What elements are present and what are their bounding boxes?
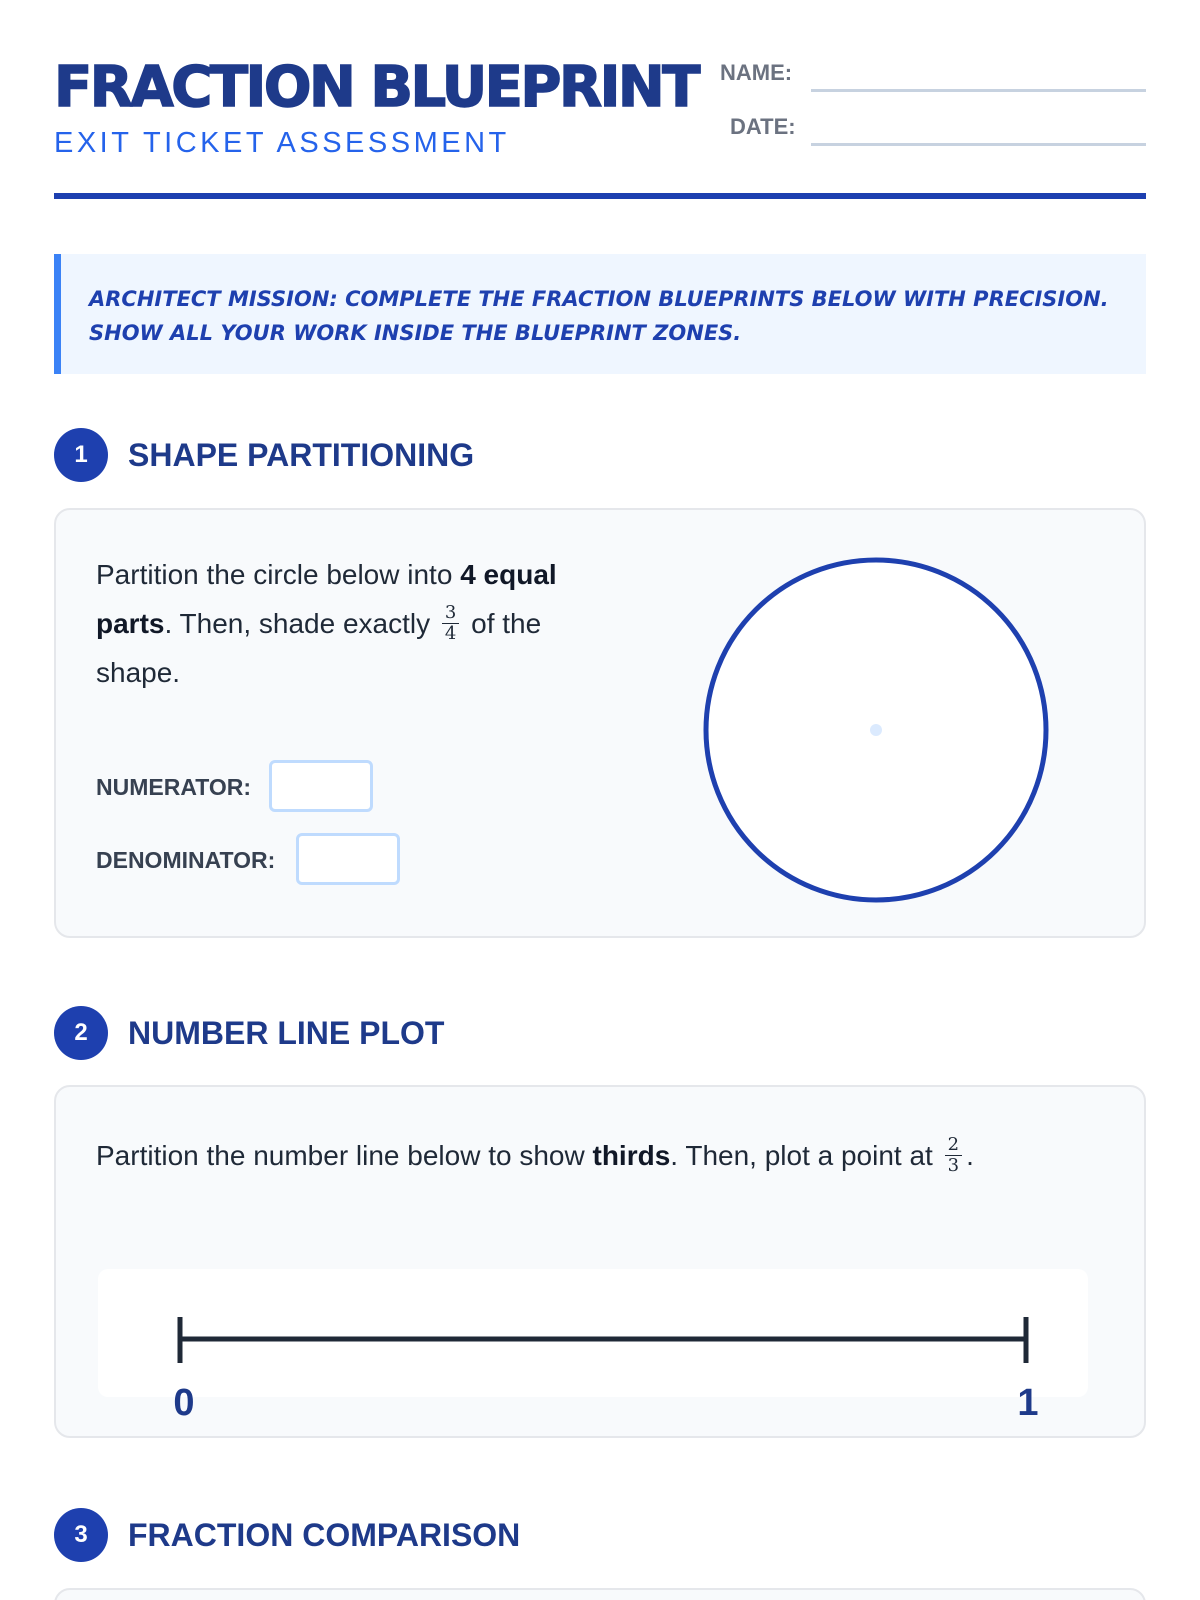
section-2-badge: 2	[54, 1006, 108, 1060]
page-subtitle: EXIT TICKET ASSESSMENT	[54, 127, 510, 159]
label-one: 1	[1017, 1382, 1039, 1424]
section-3-title: FRACTION COMPARISON	[128, 1517, 521, 1553]
section-1-title: SHAPE PARTITIONING	[128, 437, 475, 473]
prompt-text: Partition the number line below to show	[96, 1140, 593, 1171]
prompt-emphasis: 4 equal parts	[96, 559, 557, 639]
number-line[interactable]	[56, 1087, 1148, 1440]
name-label: NAME:	[720, 60, 793, 85]
date-field[interactable]	[811, 143, 1146, 146]
fraction-denominator: 4	[444, 623, 457, 645]
label-zero: 0	[173, 1382, 195, 1424]
prompt-text: . Then, plot a point at	[670, 1140, 941, 1171]
shape-partitioning-card	[54, 508, 1146, 938]
fraction-comparison-card	[54, 1588, 1146, 1600]
prompt-text: Partition the circle below into	[96, 559, 461, 590]
denominator-label: DENOMINATOR:	[96, 847, 276, 873]
fraction-numerator: 2	[945, 1135, 962, 1156]
prompt-emphasis: thirds	[592, 1140, 671, 1171]
section-2-title: NUMBER LINE PLOT	[128, 1015, 445, 1051]
denominator-input[interactable]	[296, 833, 400, 885]
numerator-input[interactable]	[269, 760, 373, 812]
worksheet-header	[54, 56, 1146, 206]
header-divider	[54, 193, 1146, 199]
section-1-badge: 1	[54, 428, 108, 482]
number-line-card	[54, 1085, 1146, 1438]
fraction-denominator: 3	[947, 1155, 960, 1177]
fraction-numerator: 3	[442, 603, 459, 624]
section-3-badge: 3	[54, 1508, 108, 1562]
date-label: DATE:	[730, 114, 796, 139]
partition-circle[interactable]	[696, 550, 1056, 910]
fraction-three-quarters	[442, 603, 459, 644]
prompt-text: . Then, shade exactly	[164, 608, 438, 639]
mission-callout	[54, 254, 1146, 374]
numerator-label: NUMERATOR:	[96, 774, 252, 800]
page-title: FRACTION BLUEPRINT	[54, 55, 698, 120]
circle-center-dot	[870, 724, 882, 736]
name-field[interactable]	[811, 89, 1146, 92]
section-1-prompt	[96, 550, 616, 697]
prompt-text: of the shape.	[96, 608, 542, 688]
mission-text: ARCHITECT MISSION: COMPLETE THE FRACTION BLUEPRINTS BELOW WITH PRECISION. SHOW ALL YOUR WORK INSIDE THE BLUEPRINT ZONES.	[89, 287, 1109, 345]
prompt-text: .	[966, 1140, 974, 1171]
